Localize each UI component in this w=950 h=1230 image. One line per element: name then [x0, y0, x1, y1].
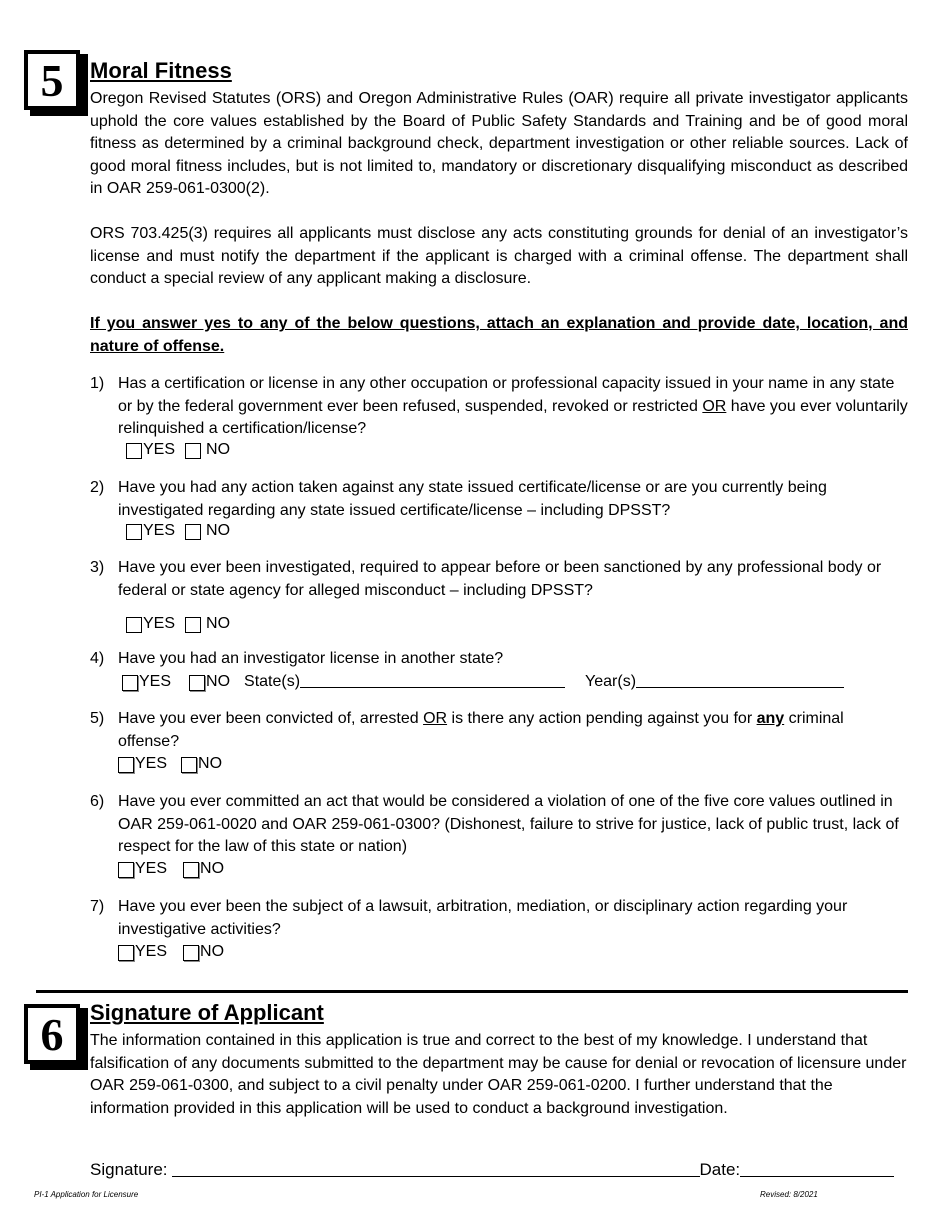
- question-1-answers: [126, 441, 230, 459]
- question-number: 3): [90, 559, 105, 576]
- question-3-answers: [126, 615, 230, 633]
- question-number: 2): [90, 479, 105, 496]
- question-5: [90, 708, 908, 753]
- date-line[interactable]: [740, 1175, 894, 1177]
- no-label: NO: [206, 441, 231, 458]
- question-5-answers: [118, 755, 222, 773]
- no-label: NO: [198, 755, 223, 772]
- question-1: [90, 373, 908, 441]
- question-7-answers: [118, 943, 224, 961]
- question-text: Have you ever committed an act that would be considered a violation of one of the five core values outlined in OAR 259-061-0020 and OAR 259-061-0300? (Dishonest, failure to strive for justice, lack of public trust, lack of respect for the law of this state or nation): [118, 793, 899, 856]
- question-text: Have you had an investigator license in another state?: [118, 650, 504, 667]
- no-label: NO: [200, 860, 225, 877]
- question-number: 7): [90, 898, 105, 915]
- question-6-answers: [118, 860, 224, 878]
- question-6: [90, 791, 908, 859]
- question-4-answers: [122, 673, 844, 691]
- question-text: Have you ever been convicted of, arrested OR is there any action pending against you for any criminal offense?: [118, 710, 844, 750]
- disclosure-instructions: If you answer yes to any of the below questions, attach an explanation and provide date, location, and nature of offense.: [90, 315, 908, 355]
- year-input-line[interactable]: [636, 686, 844, 688]
- section-number-5: 5: [24, 50, 80, 110]
- yes-label: YES: [143, 615, 176, 632]
- yes-checkbox[interactable]: [126, 524, 142, 540]
- yes-label: YES: [143, 441, 176, 458]
- no-checkbox[interactable]: [185, 617, 201, 633]
- footer-form-name: PI-1 Application for Licensure: [34, 1190, 139, 1199]
- signature-line[interactable]: [172, 1175, 700, 1177]
- no-label: NO: [206, 615, 231, 632]
- question-4: [90, 648, 908, 671]
- yes-label: YES: [139, 673, 172, 690]
- no-label: NO: [206, 673, 231, 690]
- no-checkbox[interactable]: [181, 757, 197, 773]
- yes-checkbox[interactable]: [118, 757, 134, 773]
- no-checkbox[interactable]: [183, 862, 199, 878]
- no-label: NO: [206, 522, 231, 539]
- question-text: Have you ever been the subject of a lawsuit, arbitration, mediation, or disciplinary action regarding your investigative activities?: [118, 898, 848, 938]
- yes-label: YES: [135, 860, 168, 877]
- state-label: State(s): [244, 673, 301, 690]
- question-text: Has a certification or license in any other occupation or professional capacity issued in your name in any state or by the federal government ever been refused, suspended, revoked or restricted OR have you ever voluntarily relinquished a certification/license?: [118, 375, 908, 438]
- yes-checkbox[interactable]: [126, 443, 142, 459]
- question-text: Have you had any action taken against any state issued certificate/license or are you currently being investigated regarding any state issued certificate/license – including DPSST?: [118, 479, 827, 519]
- section-title-moral-fitness: Moral Fitness: [90, 58, 232, 83]
- no-checkbox[interactable]: [189, 675, 205, 691]
- yes-checkbox[interactable]: [118, 945, 134, 961]
- yes-checkbox[interactable]: [118, 862, 134, 878]
- no-checkbox[interactable]: [185, 524, 201, 540]
- question-2-answers: [126, 522, 230, 540]
- section-number-6: 6: [24, 1004, 80, 1064]
- no-checkbox[interactable]: [183, 945, 199, 961]
- yes-label: YES: [135, 943, 168, 960]
- moral-fitness-paragraph-2: ORS 703.425(3) requires all applicants must disclose any acts constituting grounds for denial of an investigator’s license and must notify the department if the applicant is charged with a criminal offense. The department shall conduct a special review of any applicant making a disclosure.: [90, 225, 908, 288]
- section-divider: [36, 990, 908, 993]
- yes-checkbox[interactable]: [126, 617, 142, 633]
- moral-fitness-paragraph-1: Oregon Revised Statutes (ORS) and Oregon Administrative Rules (OAR) require all private investigator applicants uphold the core values established by the Board of Public Safety Standards and Training and be of good moral fitness as determined by a criminal background check, department investigation or other reliable sources. Lack of good moral fitness includes, but is not limited to, mandatory or discretionary disqualifying misconduct as described in OAR 259-061-0300(2).: [90, 90, 908, 198]
- question-number: 1): [90, 375, 105, 392]
- signature-row: [90, 1160, 910, 1180]
- question-text: Have you ever been investigated, required to appear before or been sanctioned by any professional body or federal or state agency for alleged misconduct – including DPSST?: [118, 559, 882, 599]
- signature-statement: The information contained in this application is true and correct to the best of my knowledge. I understand that falsification of any documents submitted to the department may be cause for denial or revocation of licensure under OAR 259-061-0300, and subject to a civil penalty under OAR 259-061-0200. I further understand that the information provided in this application will be used to conduct a background investigation.: [90, 1032, 907, 1117]
- question-3: [90, 557, 908, 602]
- section-title-signature: Signature of Applicant: [90, 1000, 324, 1025]
- year-label: Year(s): [585, 673, 637, 690]
- footer-revision: Revised: 8/2021: [760, 1190, 818, 1199]
- signature-label: Signature:: [90, 1160, 168, 1179]
- yes-checkbox[interactable]: [122, 675, 138, 691]
- question-7: [90, 896, 908, 941]
- question-number: 6): [90, 793, 105, 810]
- yes-label: YES: [143, 522, 176, 539]
- question-2: [90, 477, 908, 522]
- no-label: NO: [200, 943, 225, 960]
- no-checkbox[interactable]: [185, 443, 201, 459]
- question-number: 4): [90, 650, 105, 667]
- yes-label: YES: [135, 755, 168, 772]
- question-number: 5): [90, 710, 105, 727]
- date-label: Date:: [699, 1160, 741, 1179]
- state-input-line[interactable]: [300, 686, 565, 688]
